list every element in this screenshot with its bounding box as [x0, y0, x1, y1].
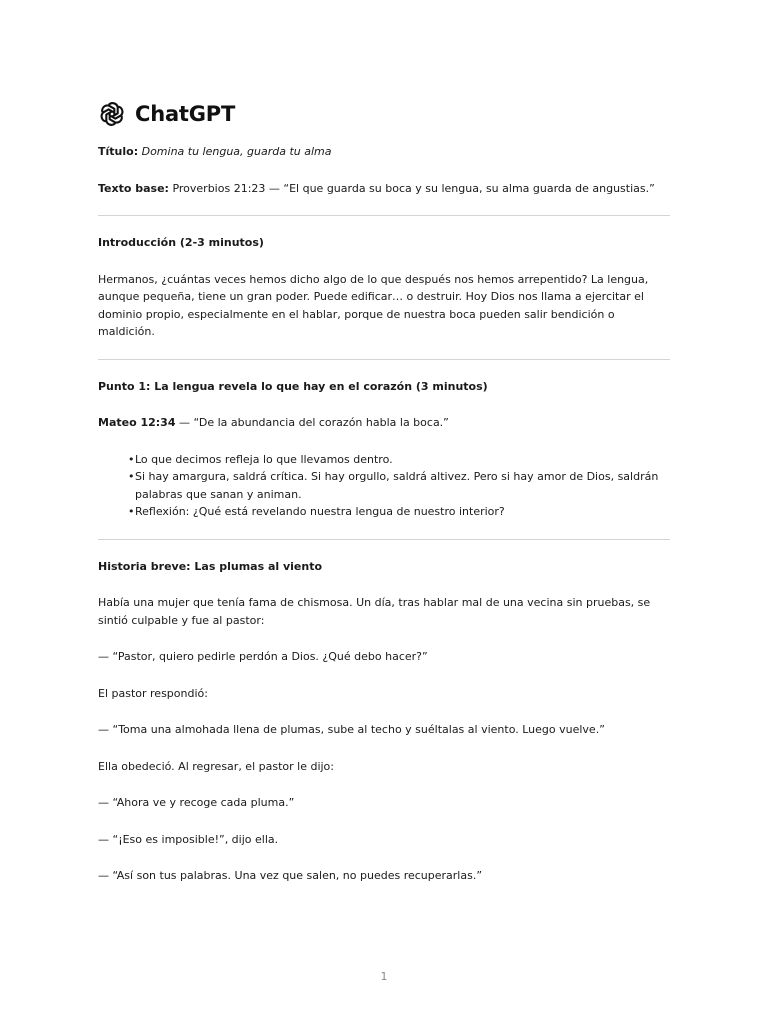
intro-body: Hermanos, ¿cuántas veces hemos dicho algo de lo que después nos hemos arrepentido? La lengua, aunque pequeña, tiene un gran poder. Puede edificar… o destruir. Hoy Dios nos llama a ejercitar el dominio propio, especialmente en el hablar, porque de nuestra boca pueden salir bendición o maldición.: [98, 272, 649, 338]
story-paragraph: — “Así son tus palabras. Una vez que salen, no puedes recuperarlas.”: [98, 869, 483, 882]
list-item: • Si hay amargura, saldrá crítica. Si hay orgullo, saldrá altivez. Pero si hay amor de Dios, saldrán palabras que sanan y animan.: [128, 468, 670, 503]
story-paragraph: Ella obedeció. Al regresar, el pastor le dijo:: [98, 759, 334, 773]
brand-name: ChatGPT: [135, 102, 236, 126]
base-text-label: Texto base:: [98, 181, 169, 195]
point1-verse: [98, 414, 670, 432]
story-paragraph: — “Ahora ve y recoge cada pluma.”: [98, 796, 295, 809]
list-item: • Reflexión: ¿Qué está revelando nuestra lengua de nuestro interior?: [128, 503, 670, 521]
list-item: • Lo que decimos refleja lo que llevamos dentro.: [128, 451, 670, 469]
verse-reference: Mateo 12:34: [98, 416, 176, 429]
intro-heading: Introducción (2-3 minutos): [98, 236, 264, 249]
story-heading: Historia breve: Las plumas al viento: [98, 559, 323, 573]
page-number: 1: [380, 970, 388, 983]
title-label: Título:: [98, 145, 139, 158]
title-line: [98, 143, 670, 161]
story-paragraph: — “Pastor, quiero pedirle perdón a Dios. ¿Qué debo hacer?”: [98, 650, 428, 663]
base-text-line: [98, 180, 670, 198]
point1-bullet-list: [98, 451, 670, 521]
sermon-title: Domina tu lengua, guarda tu alma: [141, 145, 332, 158]
story-paragraph: — “¡Eso es imposible!”, dijo ella.: [98, 832, 279, 846]
openai-logo-icon: [98, 100, 126, 128]
document-content: [98, 143, 670, 885]
story-paragraph: Había una mujer que tenía fama de chismosa. Un día, tras hablar mal de una vecina sin pruebas, se sintió culpable y fue al pastor:: [98, 596, 651, 627]
story-paragraph: — “Toma una almohada llena de plumas, sube al techo y suéltalas al viento. Luego vuelve.”: [98, 723, 605, 736]
point1-heading: Punto 1: La lengua revela lo que hay en el corazón (3 minutos): [98, 379, 488, 393]
brand-header: [98, 100, 235, 128]
story-paragraph: El pastor respondió:: [98, 686, 208, 700]
base-text-value: Proverbios 21:23 — “El que guarda su boca y su lengua, su alma guarda de angustias.”: [172, 181, 655, 195]
verse-text: — “De la abundancia del corazón habla la boca.”: [175, 416, 449, 429]
